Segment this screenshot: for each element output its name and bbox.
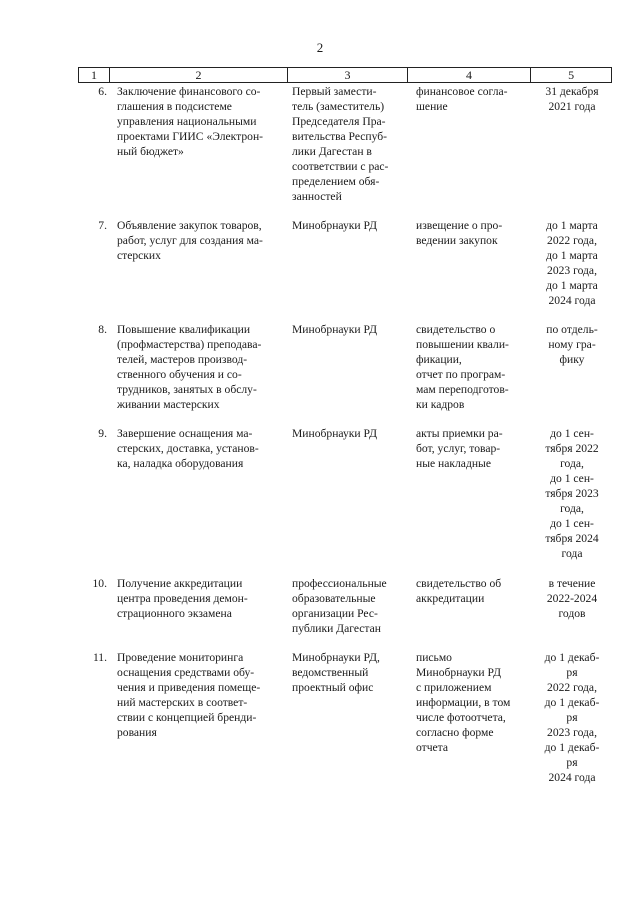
column-header-5: 5 [568, 68, 575, 82]
table-row [78, 322, 612, 412]
deadline: в течение 2022-2024 годов [546, 577, 598, 620]
deadline: 31 декабря 2021 года [545, 85, 599, 113]
row-number: 11. [92, 651, 107, 664]
row-number: 6. [98, 85, 107, 98]
task-name: Проведение мониторинга оснащения средствами обу- чения и приведения помеще- ний мастерских в соответ- ствии с концепцией бренди- рования [117, 651, 261, 739]
table-row [78, 650, 612, 785]
result-document: финансовое согла- шение [416, 85, 508, 113]
column-header-1: 1 [79, 68, 110, 82]
row-number: 10. [92, 577, 107, 590]
responsible-party: Минобрнауки РД, ведомственный проектный офис [292, 651, 380, 694]
responsible-party: Первый замести- тель (заместитель) Председателя Пра- вительства Респуб- лики Дагестан в соответствии с рас- пределением обя- занностей [292, 85, 389, 203]
task-name: Заключение финансового со- глашения в подсистеме управления национальными проектами ГИИС «Электрон- ный бюджет» [117, 85, 264, 158]
responsible-party: Минобрнауки РД [292, 427, 377, 440]
task-name: Получение аккредитации центра проведения демон- страционного экзамена [117, 577, 248, 620]
row-number: 8. [98, 323, 107, 336]
responsible-party: профессиональные образовательные организации Рес- публики Дагестан [292, 577, 387, 635]
result-document: извещение о про- ведении закупок [416, 219, 503, 247]
result-document: письмо Минобрнауки РД с приложением информации, в том числе фотоотчета, согласно форме отчета [416, 651, 511, 754]
deadline: по отдель- ному гра- фику [546, 323, 598, 366]
row-number: 9. [98, 427, 107, 440]
deadline: до 1 марта 2022 года, до 1 марта 2023 года, до 1 марта 2024 года [546, 219, 598, 307]
task-name: Завершение оснащения ма- стерских, доставка, установ- ка, наладка оборудования [117, 427, 259, 470]
result-document: свидетельство о повышении квали- фикации, отчет по програм- мам переподготов- ки кадров [416, 323, 509, 411]
responsible-party: Минобрнауки РД [292, 323, 377, 336]
table-header-row [78, 67, 612, 83]
task-name: Объявление закупок товаров, работ, услуг для создания ма- стерских [117, 219, 263, 262]
result-document: акты приемки ра- бот, услуг, товар- ные накладные [416, 427, 503, 470]
column-header-4: 4 [408, 68, 532, 82]
column-header-3: 3 [288, 68, 408, 82]
deadline: до 1 декаб- ря 2022 года, до 1 декаб- ря 2023 года, до 1 декаб- ря 2024 года [544, 651, 600, 784]
responsible-party: Минобрнауки РД [292, 219, 377, 232]
result-document: свидетельство об аккредитации [416, 577, 502, 605]
deadline: до 1 сен- тября 2022 года, до 1 сен- тября 2023 года, до 1 сен- тября 2024 года [545, 427, 599, 560]
page-number: 2 [316, 40, 324, 55]
row-number: 7. [98, 219, 107, 232]
table-row [78, 84, 612, 204]
table-row [78, 426, 612, 561]
table-row [78, 576, 612, 636]
task-name: Повышение квалификации (профмастерства) преподава- телей, мастеров производ- ственного обучения и со- трудников, занятых в обслу- живании мастерских [117, 323, 262, 411]
table-row [78, 218, 612, 308]
column-header-2: 2 [110, 68, 288, 82]
